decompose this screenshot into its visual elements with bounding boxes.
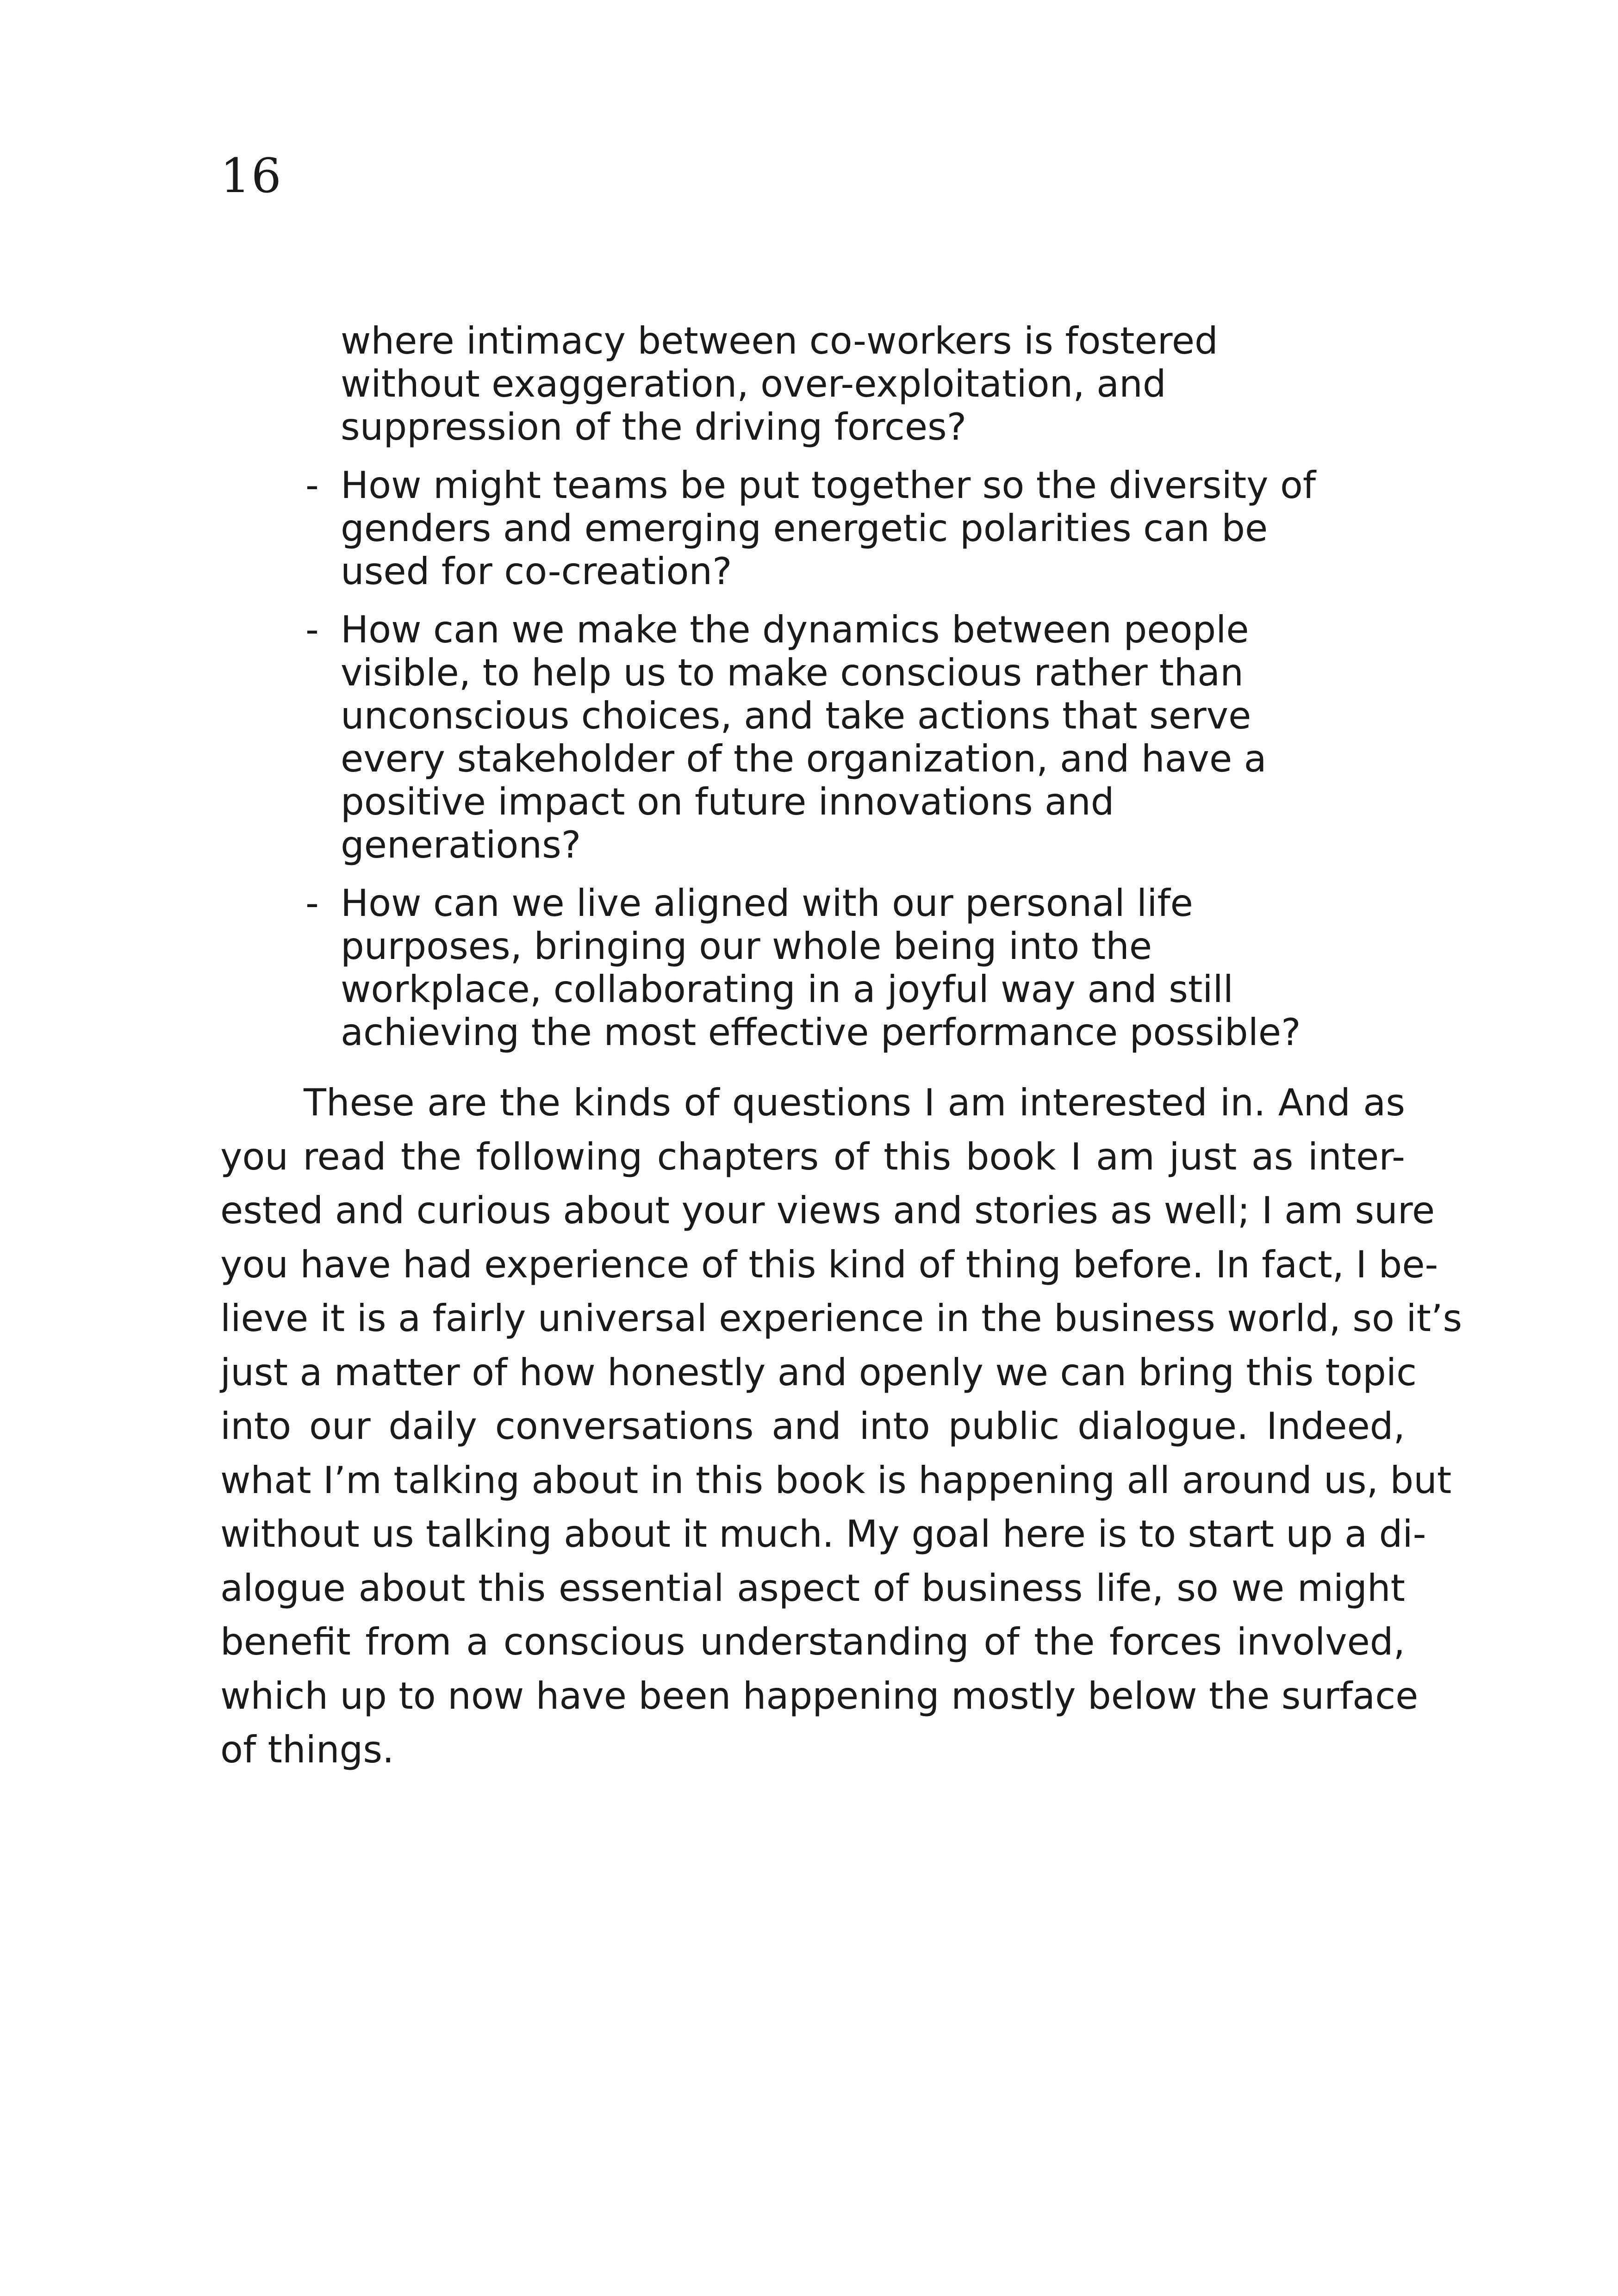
list-item-line: where intimacy between co-workers is fostered bbox=[341, 319, 1218, 362]
paragraph-line: These are the kinds of questions I am interested in. And as bbox=[304, 1081, 1405, 1124]
paragraph-line: what I’m talking about in this book is happening all around us, but bbox=[220, 1458, 1452, 1502]
list-item-line: suppression of the driving forces? bbox=[341, 405, 967, 448]
paragraph-line: which up to now have been happening mostly below the surface bbox=[220, 1674, 1419, 1717]
paragraph-line: just a matter of how honestly and openly we can bring this topic bbox=[220, 1350, 1417, 1394]
list-item bbox=[305, 464, 1416, 593]
paragraph-line: of things. bbox=[220, 1728, 394, 1771]
list-dash: - bbox=[305, 464, 319, 507]
paragraph-line: benefit from a conscious understanding of the forces involved, bbox=[220, 1620, 1405, 1663]
question-list bbox=[305, 319, 1416, 1069]
list-dash: - bbox=[305, 608, 319, 651]
list-item-line: achieving the most effective performance possible? bbox=[341, 1011, 1301, 1054]
list-item-line: genders and emerging energetic polarities can be bbox=[341, 507, 1268, 550]
list-item-line: purposes, bringing our whole being into the bbox=[341, 925, 1152, 968]
body-paragraph bbox=[220, 1076, 1462, 1777]
list-item-line: How can we make the dynamics between people bbox=[341, 608, 1249, 651]
list-item-line: used for co-creation? bbox=[341, 550, 732, 593]
page-number: 16 bbox=[220, 149, 282, 204]
paragraph-line: ested and curious about your views and stories as well; I am sure bbox=[220, 1189, 1435, 1232]
paragraph-line: you read the following chapters of this book I am just as inter- bbox=[220, 1135, 1405, 1178]
list-item-line: How can we live aligned with our personal life bbox=[341, 882, 1193, 925]
paragraph-line: lieve it is a fairly universal experience in the business world, so it’s bbox=[220, 1297, 1462, 1340]
paragraph-line: alogue about this essential aspect of business life, so we might bbox=[220, 1566, 1405, 1610]
paragraph-line: into our daily conversations and into public dialogue. Indeed, bbox=[220, 1405, 1405, 1448]
list-item-line: workplace, collaborating in a joyful way and still bbox=[341, 968, 1233, 1011]
paragraph-line: you have had experience of this kind of thing before. In fact, I be- bbox=[220, 1243, 1438, 1286]
list-item-line: visible, to help us to make conscious rather than bbox=[341, 651, 1244, 694]
list-item-line: without exaggeration, over-exploitation, and bbox=[341, 362, 1166, 405]
paragraph-line: without us talking about it much. My goal here is to start up a di- bbox=[220, 1512, 1426, 1556]
list-item-line: generations? bbox=[341, 823, 581, 866]
list-item bbox=[305, 882, 1416, 1054]
list-item-continuation bbox=[305, 319, 1416, 448]
list-item-line: positive impact on future innovations and bbox=[341, 780, 1114, 823]
list-dash: - bbox=[305, 882, 319, 925]
list-item-line: every stakeholder of the organization, and have a bbox=[341, 737, 1267, 780]
list-item bbox=[305, 608, 1416, 866]
list-item-line: How might teams be put together so the diversity of bbox=[341, 464, 1316, 507]
list-item-line: unconscious choices, and take actions that serve bbox=[341, 694, 1251, 737]
